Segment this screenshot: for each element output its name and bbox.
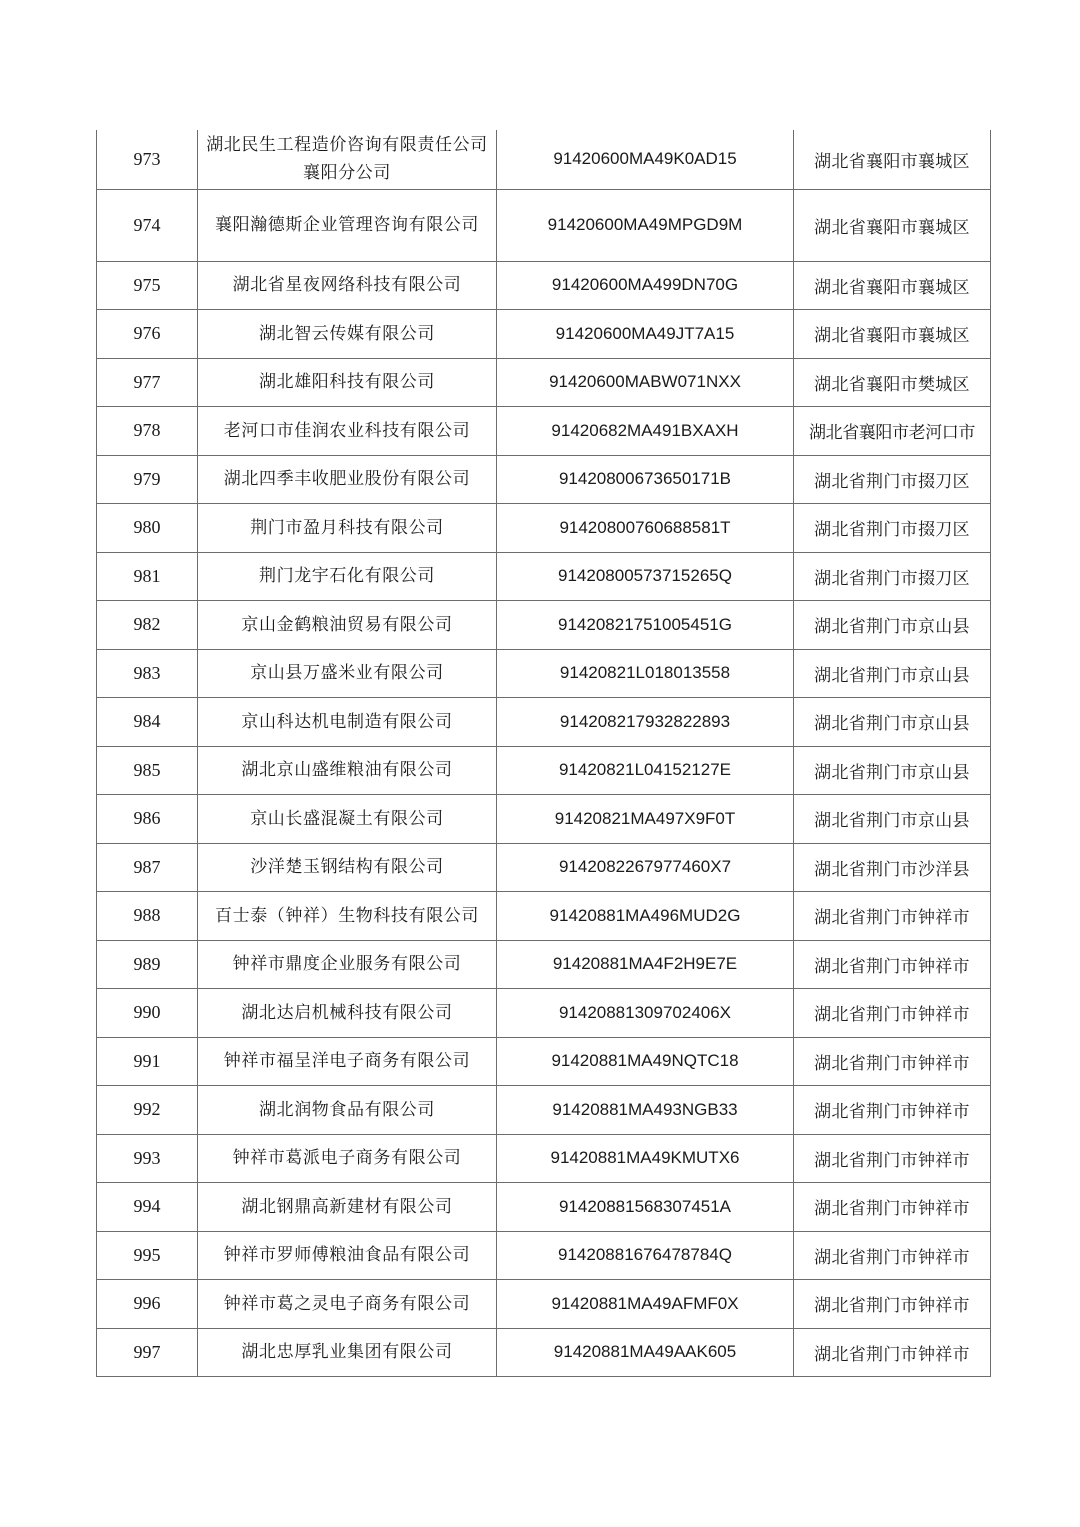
row-number: 992 [97,1086,198,1135]
company-name: 钟祥市葛派电子商务有限公司 [198,1134,497,1183]
company-name: 荆门龙宇石化有限公司 [198,552,497,601]
region: 湖北省荆门市钟祥市 [794,1086,991,1135]
credit-code: 9142082267977460X7 [497,843,794,892]
table-row [97,892,991,941]
row-number: 988 [97,892,198,941]
table-row [97,407,991,456]
row-number: 979 [97,455,198,504]
company-name: 湖北四季丰收肥业股份有限公司 [198,455,497,504]
table-row [97,601,991,650]
credit-code: 91420881MA49NQTC18 [497,1037,794,1086]
table-row [97,1037,991,1086]
region: 湖北省荆门市京山县 [794,795,991,844]
region: 湖北省荆门市京山县 [794,601,991,650]
table-row [97,1280,991,1329]
row-number: 977 [97,358,198,407]
company-name: 荆门市盈月科技有限公司 [198,504,497,553]
credit-code: 91420600MABW071NXX [497,358,794,407]
row-number: 991 [97,1037,198,1086]
company-name: 老河口市佳润农业科技有限公司 [198,407,497,456]
table-row [97,698,991,747]
credit-code: 91420821MA497X9F0T [497,795,794,844]
row-number: 975 [97,261,198,310]
credit-code: 91420821L018013558 [497,649,794,698]
row-number: 980 [97,504,198,553]
table-row [97,261,991,310]
table-row [97,1183,991,1232]
company-name: 京山县万盛米业有限公司 [198,649,497,698]
table-row [97,130,991,189]
credit-code: 91420682MA491BXAXH [497,407,794,456]
credit-code: 91420821L04152127E [497,746,794,795]
credit-code: 91420821751005451G [497,601,794,650]
company-name: 钟祥市鼎度企业服务有限公司 [198,940,497,989]
table-row [97,310,991,359]
credit-code: 91420881MA49AAK605 [497,1328,794,1377]
company-name: 襄阳瀚德斯企业管理咨询有限公司 [198,189,497,261]
row-number: 989 [97,940,198,989]
company-name: 湖北润物食品有限公司 [198,1086,497,1135]
company-name: 湖北达启机械科技有限公司 [198,989,497,1038]
credit-code: 91420881MA493NGB33 [497,1086,794,1135]
row-number: 974 [97,189,198,261]
table-row [97,1231,991,1280]
region: 湖北省荆门市钟祥市 [794,1328,991,1377]
row-number: 976 [97,310,198,359]
region: 湖北省襄阳市襄城区 [794,310,991,359]
company-name: 钟祥市福呈洋电子商务有限公司 [198,1037,497,1086]
company-name: 湖北忠厚乳业集团有限公司 [198,1328,497,1377]
row-number: 997 [97,1328,198,1377]
row-number: 978 [97,407,198,456]
credit-code: 91420600MA49MPGD9M [497,189,794,261]
company-name: 湖北雄阳科技有限公司 [198,358,497,407]
row-number: 981 [97,552,198,601]
region: 湖北省襄阳市襄城区 [794,130,991,189]
row-number: 973 [97,130,198,189]
region: 湖北省荆门市京山县 [794,746,991,795]
credit-code: 91420881MA4F2H9E7E [497,940,794,989]
company-name: 湖北京山盛维粮油有限公司 [198,746,497,795]
region: 湖北省荆门市京山县 [794,698,991,747]
table-body [97,130,991,1377]
table-row [97,358,991,407]
region: 湖北省荆门市钟祥市 [794,1280,991,1329]
credit-code: 91420881568307451A [497,1183,794,1232]
company-name: 钟祥市罗师傅粮油食品有限公司 [198,1231,497,1280]
table-row [97,795,991,844]
region: 湖北省荆门市钟祥市 [794,1183,991,1232]
row-number: 982 [97,601,198,650]
region: 湖北省襄阳市襄城区 [794,189,991,261]
region: 湖北省荆门市掇刀区 [794,455,991,504]
row-number: 995 [97,1231,198,1280]
region: 湖北省襄阳市襄城区 [794,261,991,310]
company-name: 湖北省星夜网络科技有限公司 [198,261,497,310]
table-row [97,1086,991,1135]
company-name: 京山科达机电制造有限公司 [198,698,497,747]
region: 湖北省荆门市掇刀区 [794,504,991,553]
company-name: 湖北钢鼎高新建材有限公司 [198,1183,497,1232]
credit-code: 91420881MA49AFMF0X [497,1280,794,1329]
row-number: 996 [97,1280,198,1329]
table-row [97,189,991,261]
credit-code: 91420600MA49K0AD15 [497,130,794,189]
row-number: 983 [97,649,198,698]
region: 湖北省荆门市钟祥市 [794,892,991,941]
credit-code: 91420881MA49KMUTX6 [497,1134,794,1183]
table-row [97,552,991,601]
region: 湖北省襄阳市老河口市 [794,407,991,456]
region: 湖北省荆门市钟祥市 [794,940,991,989]
credit-code: 91420600MA499DN70G [497,261,794,310]
row-number: 985 [97,746,198,795]
company-list-page [96,130,978,1377]
company-name: 湖北智云传媒有限公司 [198,310,497,359]
credit-code: 91420881676478784Q [497,1231,794,1280]
company-table [96,130,991,1377]
region: 湖北省荆门市钟祥市 [794,1037,991,1086]
table-row [97,989,991,1038]
row-number: 986 [97,795,198,844]
region: 湖北省荆门市掇刀区 [794,552,991,601]
region: 湖北省荆门市京山县 [794,649,991,698]
region: 湖北省荆门市沙洋县 [794,843,991,892]
row-number: 984 [97,698,198,747]
row-number: 990 [97,989,198,1038]
company-name: 京山长盛混凝土有限公司 [198,795,497,844]
table-row [97,1328,991,1377]
company-name: 湖北民生工程造价咨询有限责任公司襄阳分公司 [198,130,497,189]
company-name: 钟祥市葛之灵电子商务有限公司 [198,1280,497,1329]
credit-code: 91420881309702406X [497,989,794,1038]
row-number: 993 [97,1134,198,1183]
table-row [97,455,991,504]
credit-code: 91420800673650171B [497,455,794,504]
company-name: 京山金鹤粮油贸易有限公司 [198,601,497,650]
credit-code: 914208217932822893 [497,698,794,747]
region: 湖北省荆门市钟祥市 [794,989,991,1038]
table-row [97,649,991,698]
region: 湖北省荆门市钟祥市 [794,1231,991,1280]
table-row [97,504,991,553]
credit-code: 91420800573715265Q [497,552,794,601]
row-number: 987 [97,843,198,892]
region: 湖北省荆门市钟祥市 [794,1134,991,1183]
region: 湖北省襄阳市樊城区 [794,358,991,407]
credit-code: 91420800760688581T [497,504,794,553]
company-name: 百士泰（钟祥）生物科技有限公司 [198,892,497,941]
table-row [97,1134,991,1183]
row-number: 994 [97,1183,198,1232]
credit-code: 91420881MA496MUD2G [497,892,794,941]
table-row [97,843,991,892]
company-name: 沙洋楚玉钢结构有限公司 [198,843,497,892]
table-row [97,940,991,989]
credit-code: 91420600MA49JT7A15 [497,310,794,359]
table-row [97,746,991,795]
